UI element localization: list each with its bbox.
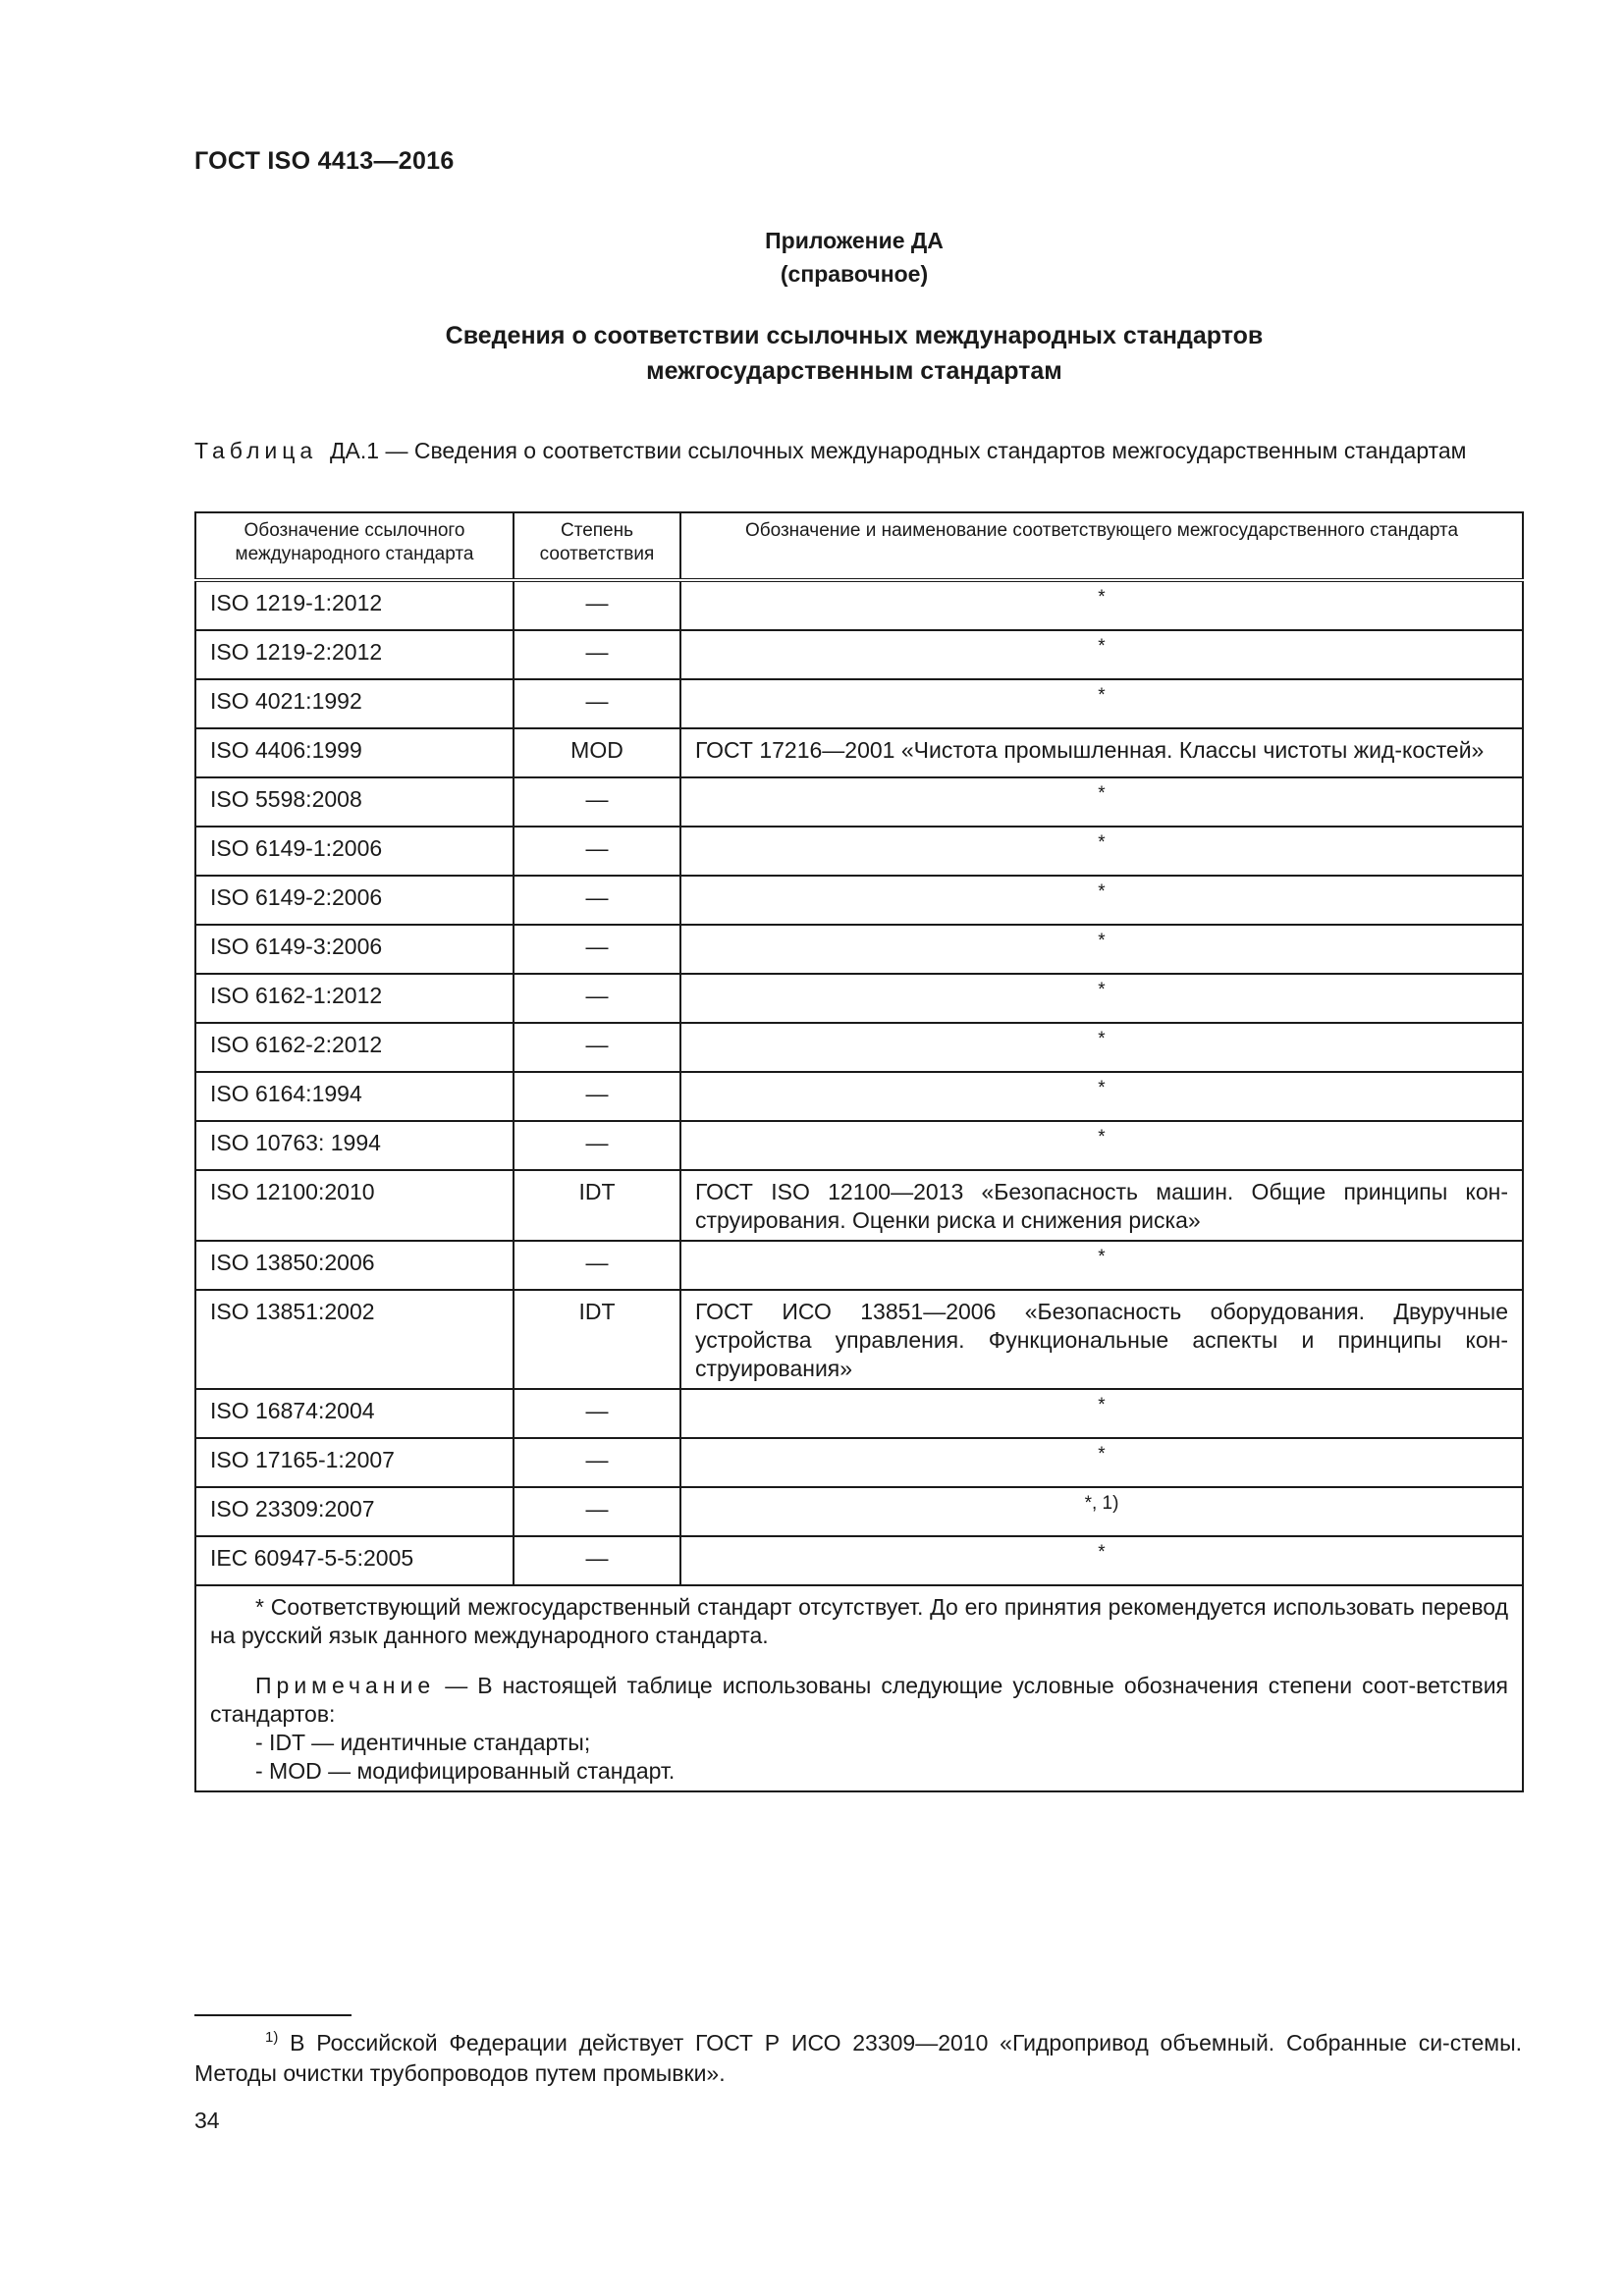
cell-code: ISO 6149-1:2006 [195, 827, 514, 876]
document-code: ГОСТ ISO 4413—2016 [194, 147, 455, 175]
cell-degree: — [514, 1072, 680, 1121]
table-row [195, 777, 1523, 827]
table-footer-row [195, 1585, 1523, 1791]
cell-degree: — [514, 1438, 680, 1487]
cell-degree: — [514, 1487, 680, 1536]
header-name: Обозначение и наименование соответствующего межгосударственного стандарта [680, 512, 1523, 580]
section-title-line2: межгосударственным стандартам [646, 357, 1062, 385]
table-row [195, 1121, 1523, 1170]
footnote-text: В Российской Федерации действует ГОСТ Р ИСО 23309—2010 «Гидропривод объемный. Собранные си-стемы. Методы очистки трубопроводов путем промывки». [194, 2030, 1523, 2086]
cell-name: * [680, 925, 1523, 974]
cell-code: ISO 6149-2:2006 [195, 876, 514, 925]
cell-degree: IDT [514, 1170, 680, 1241]
table-notes [195, 1585, 1523, 1791]
table-caption [194, 436, 1522, 465]
table-caption-label: Таблица [194, 438, 318, 463]
cell-name: *, 1) [680, 1487, 1523, 1536]
note-label: Примечание [255, 1673, 436, 1698]
header-code: Обозначение ссылочного международного стандарта [195, 512, 514, 580]
cell-degree: — [514, 1121, 680, 1170]
cell-name: * [680, 777, 1523, 827]
cell-degree: — [514, 1389, 680, 1438]
table-row [195, 1389, 1523, 1438]
table-row [195, 1536, 1523, 1585]
appendix-heading [0, 224, 1624, 291]
cell-degree: — [514, 1241, 680, 1290]
cell-name: * [680, 1241, 1523, 1290]
cell-name: * [680, 630, 1523, 679]
footnote-separator [194, 2014, 352, 2016]
cell-code: ISO 4406:1999 [195, 728, 514, 777]
note-item-mod: - MOD — модифицированный стандарт. [255, 1758, 676, 1784]
table-row [195, 876, 1523, 925]
cell-code: ISO 5598:2008 [195, 777, 514, 827]
cell-name: * [680, 974, 1523, 1023]
table-row [195, 630, 1523, 679]
cell-degree: — [514, 827, 680, 876]
cell-code: ISO 1219-1:2012 [195, 580, 514, 630]
cell-code: ISO 6162-1:2012 [195, 974, 514, 1023]
star-note: * Соответствующий межгосударственный стандарт отсутствует. До его принятия рекомендуется использовать перевод на русский язык данного международного стандарта. [210, 1594, 1508, 1648]
cell-name: ГОСТ 17216—2001 «Чистота промышленная. Классы чистоты жид-костей» [680, 728, 1523, 777]
table-row [195, 1241, 1523, 1290]
table-row [195, 1438, 1523, 1487]
cell-name: ГОСТ ISO 12100—2013 «Безопасность машин. Общие принципы кон-струирования. Оценки риска и снижения риска» [680, 1170, 1523, 1241]
cell-code: ISO 1219-2:2012 [195, 630, 514, 679]
table-row [195, 925, 1523, 974]
table-header-row [195, 512, 1523, 580]
cell-code: ISO 6162-2:2012 [195, 1023, 514, 1072]
cell-code: ISO 4021:1992 [195, 679, 514, 728]
cell-name: * [680, 1121, 1523, 1170]
table-caption-text: ДА.1 — Сведения о соответствии ссылочных международных стандартов межгосударственным стандартам [329, 438, 1467, 463]
cell-code: ISO 13851:2002 [195, 1290, 514, 1389]
table-row [195, 1023, 1523, 1072]
cell-degree: — [514, 580, 680, 630]
cell-degree: — [514, 1023, 680, 1072]
cell-name: ГОСТ ИСО 13851—2006 «Безопасность оборудования. Двуручные устройства управления. Функциональные аспекты и принципы кон-струирования» [680, 1290, 1523, 1389]
cell-degree: IDT [514, 1290, 680, 1389]
cell-code: ISO 13850:2006 [195, 1241, 514, 1290]
cell-code: ISO 6164:1994 [195, 1072, 514, 1121]
table-row [195, 1290, 1523, 1389]
note-item-idt: - IDT — идентичные стандарты; [255, 1730, 591, 1755]
cell-code: ISO 23309:2007 [195, 1487, 514, 1536]
standards-table [194, 511, 1524, 1792]
cell-degree: — [514, 974, 680, 1023]
table-row [195, 1072, 1523, 1121]
cell-name: * [680, 1536, 1523, 1585]
cell-degree: — [514, 1536, 680, 1585]
footnote-marker: 1) [265, 2029, 279, 2046]
cell-code: ISO 12100:2010 [195, 1170, 514, 1241]
footnote [194, 2022, 1522, 2089]
table-row [195, 1170, 1523, 1241]
cell-degree: — [514, 925, 680, 974]
cell-name: * [680, 1072, 1523, 1121]
cell-name: * [680, 1389, 1523, 1438]
cell-name: * [680, 876, 1523, 925]
cell-degree: — [514, 777, 680, 827]
table-row [195, 728, 1523, 777]
cell-name: * [680, 1023, 1523, 1072]
header-degree: Степень соответствия [514, 512, 680, 580]
cell-name: * [680, 1438, 1523, 1487]
page-number: 34 [194, 2108, 220, 2133]
section-title-line1: Сведения о соответствии ссылочных международных стандартов [445, 322, 1264, 349]
note-paragraph [210, 1672, 1508, 1729]
note-text: — В настоящей таблице использованы следующие условные обозначения степени соот-ветствия стандартов: [210, 1673, 1509, 1727]
table-body [195, 580, 1523, 1585]
cell-name: * [680, 580, 1523, 630]
cell-name: * [680, 679, 1523, 728]
appendix-title: Приложение ДА [765, 228, 944, 253]
cell-name: * [680, 827, 1523, 876]
table-row [195, 679, 1523, 728]
section-title [0, 318, 1624, 389]
cell-code: ISO 10763: 1994 [195, 1121, 514, 1170]
table-row [195, 827, 1523, 876]
table-row [195, 580, 1523, 630]
cell-code: ISO 16874:2004 [195, 1389, 514, 1438]
table-row [195, 974, 1523, 1023]
cell-code: ISO 6149-3:2006 [195, 925, 514, 974]
cell-degree: — [514, 876, 680, 925]
cell-degree: MOD [514, 728, 680, 777]
cell-degree: — [514, 679, 680, 728]
table-row [195, 1487, 1523, 1536]
cell-code: ISO 17165-1:2007 [195, 1438, 514, 1487]
appendix-kind: (справочное) [780, 261, 929, 287]
cell-degree: — [514, 630, 680, 679]
cell-code: IEC 60947-5-5:2005 [195, 1536, 514, 1585]
